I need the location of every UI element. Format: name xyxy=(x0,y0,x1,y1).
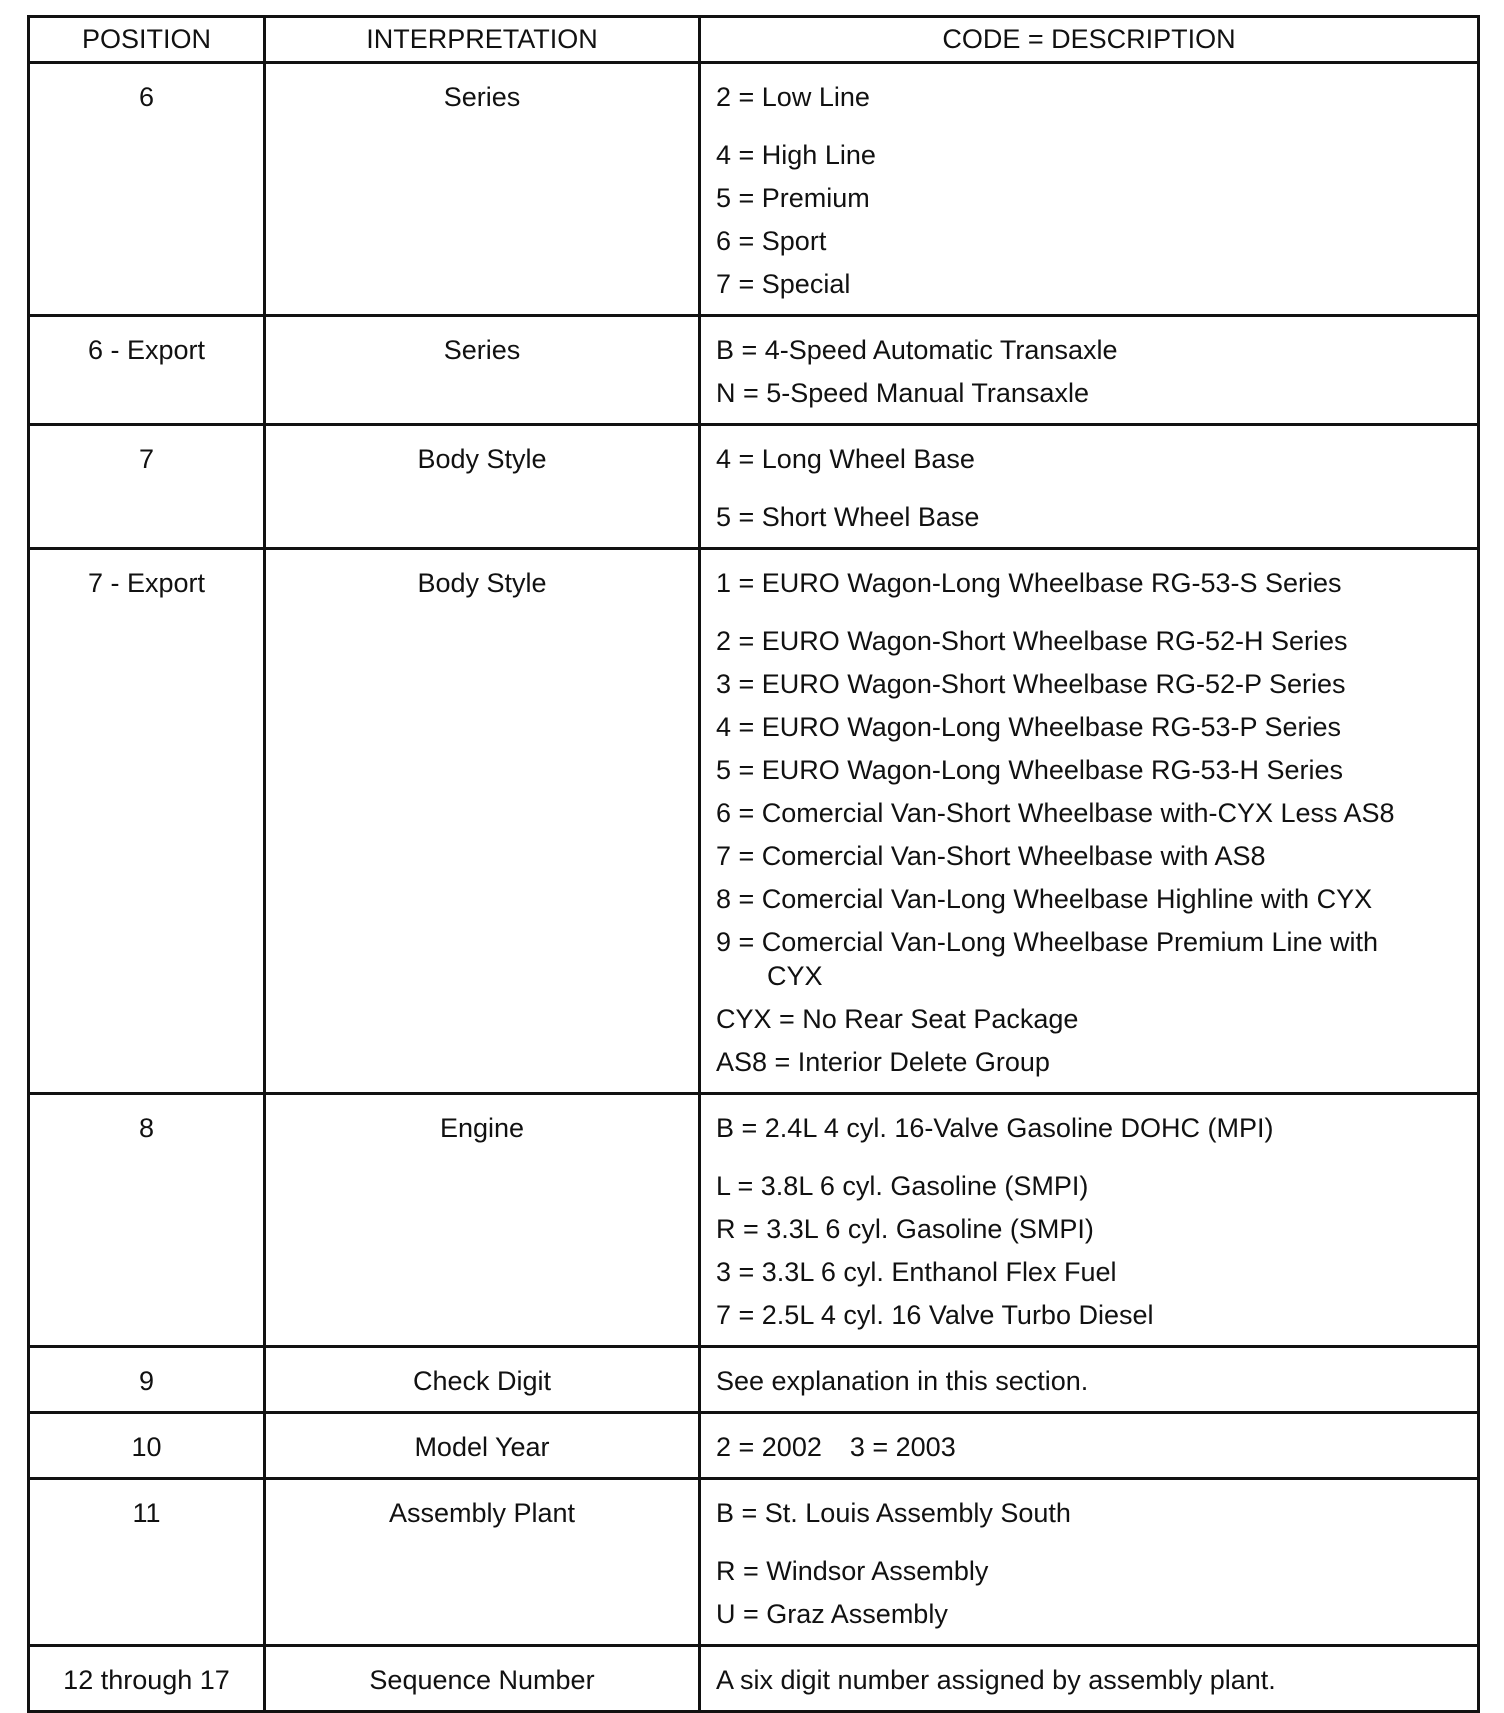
code-description-cell xyxy=(700,1479,1479,1646)
code-line: B = St. Louis Assembly South xyxy=(716,1498,1071,1528)
position-cell: 6 xyxy=(29,63,265,316)
interpretation-cell: Check Digit xyxy=(265,1347,700,1413)
position-cell: 7 xyxy=(29,425,265,549)
interpretation-cell: Series xyxy=(265,63,700,316)
table-row xyxy=(29,425,1479,549)
header-row xyxy=(29,17,1479,63)
table-row xyxy=(29,1479,1479,1646)
code-line: 3 = EURO Wagon-Short Wheelbase RG-52-P Series xyxy=(716,669,1346,699)
code-line: AS8 = Interior Delete Group xyxy=(716,1047,1050,1077)
table-row xyxy=(29,63,1479,316)
code-line: U = Graz Assembly xyxy=(716,1599,948,1629)
position-cell: 8 xyxy=(29,1094,265,1347)
code-line: B = 2.4L 4 cyl. 16-Valve Gasoline DOHC (MPI) xyxy=(716,1113,1274,1143)
position-cell: 6 - Export xyxy=(29,316,265,425)
table-row xyxy=(29,549,1479,1094)
code-description-cell xyxy=(700,1347,1479,1413)
table-row xyxy=(29,1413,1479,1479)
position-cell: 11 xyxy=(29,1479,265,1646)
position-cell: 10 xyxy=(29,1413,265,1479)
code-line: 7 = Special xyxy=(716,269,851,299)
header-position: POSITION xyxy=(29,17,265,63)
code-line: R = 3.3L 6 cyl. Gasoline (SMPI) xyxy=(716,1214,1094,1244)
code-line: B = 4-Speed Automatic Transaxle xyxy=(716,335,1118,365)
code-line: R = Windsor Assembly xyxy=(716,1556,989,1586)
code-line: 2 = Low Line xyxy=(716,82,870,112)
code-description-cell xyxy=(700,1646,1479,1712)
header-interpretation: INTERPRETATION xyxy=(265,17,700,63)
code-line: 5 = EURO Wagon-Long Wheelbase RG-53-H Series xyxy=(716,755,1344,785)
table-row xyxy=(29,1094,1479,1347)
table-row xyxy=(29,316,1479,425)
code-description-cell xyxy=(700,63,1479,316)
code-description-cell xyxy=(700,1094,1479,1347)
code-line: 3 = 2003 xyxy=(849,1432,956,1462)
header-code-description: CODE = DESCRIPTION xyxy=(700,17,1479,63)
code-line: CYX = No Rear Seat Package xyxy=(716,1004,1079,1034)
interpretation-cell: Series xyxy=(265,316,700,425)
code-description-cell xyxy=(700,316,1479,425)
code-line: 5 = Premium xyxy=(716,183,870,213)
vin-code-table xyxy=(27,15,1480,1713)
code-line: A six digit number assigned by assembly plant. xyxy=(716,1665,1276,1695)
interpretation-cell: Body Style xyxy=(265,425,700,549)
code-line: 2 = 2002 xyxy=(716,1432,822,1462)
code-line: L = 3.8L 6 cyl. Gasoline (SMPI) xyxy=(716,1171,1089,1201)
code-line: 4 = Long Wheel Base xyxy=(716,444,975,474)
position-cell: 9 xyxy=(29,1347,265,1413)
code-line: 3 = 3.3L 6 cyl. Enthanol Flex Fuel xyxy=(716,1257,1117,1287)
interpretation-cell: Assembly Plant xyxy=(265,1479,700,1646)
code-line: 7 = 2.5L 4 cyl. 16 Valve Turbo Diesel xyxy=(716,1300,1154,1330)
code-line: 8 = Comercial Van-Long Wheelbase Highline with CYX xyxy=(716,884,1373,914)
model-year-codes xyxy=(716,1426,1463,1469)
code-line: 6 = Comercial Van-Short Wheelbase with-CYX Less AS8 xyxy=(716,798,1395,828)
position-cell: 12 through 17 xyxy=(29,1646,265,1712)
code-line: 5 = Short Wheel Base xyxy=(716,502,980,532)
interpretation-cell: Body Style xyxy=(265,549,700,1094)
interpretation-cell: Sequence Number xyxy=(265,1646,700,1712)
table-row xyxy=(29,1646,1479,1712)
code-line: 9 = Comercial Van-Long Wheelbase Premium Line with CYX xyxy=(716,927,1379,991)
code-line: 6 = Sport xyxy=(716,226,827,256)
code-line: 2 = EURO Wagon-Short Wheelbase RG-52-H Series xyxy=(716,626,1348,656)
position-cell: 7 - Export xyxy=(29,549,265,1094)
code-line: 7 = Comercial Van-Short Wheelbase with AS8 xyxy=(716,841,1266,871)
code-line: 4 = High Line xyxy=(716,140,876,170)
code-description-cell xyxy=(700,425,1479,549)
code-line: 4 = EURO Wagon-Long Wheelbase RG-53-P Series xyxy=(716,712,1342,742)
code-line: See explanation in this section. xyxy=(716,1366,1089,1396)
interpretation-cell: Model Year xyxy=(265,1413,700,1479)
code-line: N = 5-Speed Manual Transaxle xyxy=(716,378,1089,408)
code-line: 1 = EURO Wagon-Long Wheelbase RG-53-S Series xyxy=(716,568,1342,598)
code-description-cell xyxy=(700,1413,1479,1479)
table-row xyxy=(29,1347,1479,1413)
interpretation-cell: Engine xyxy=(265,1094,700,1347)
code-description-cell xyxy=(700,549,1479,1094)
